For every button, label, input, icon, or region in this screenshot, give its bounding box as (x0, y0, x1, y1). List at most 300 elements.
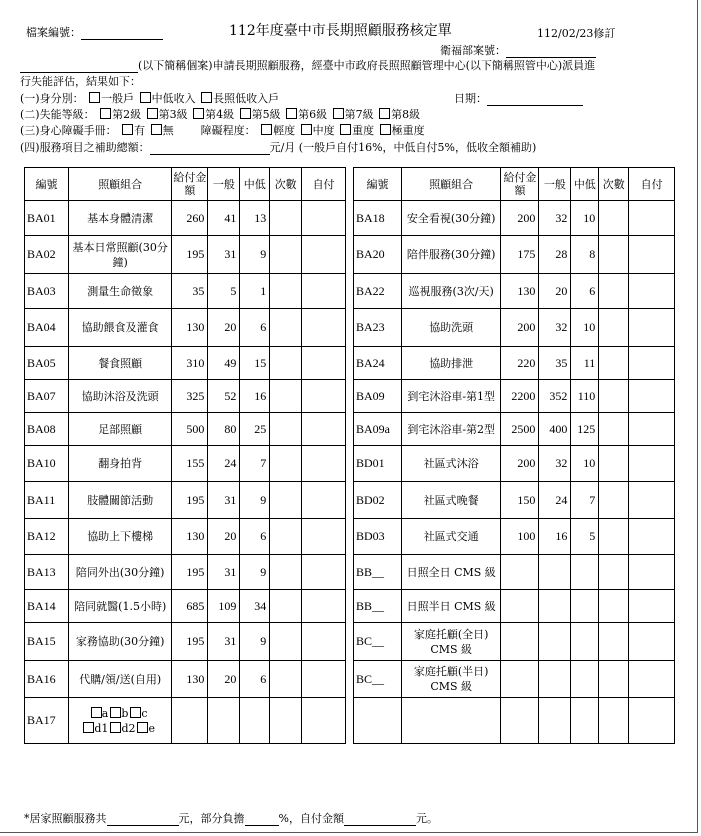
handbook-no-label: 無 (162, 124, 174, 137)
midlow-copay (571, 698, 599, 744)
disability-row (20, 106, 420, 122)
right-service-table (353, 167, 675, 744)
date-blank[interactable] (487, 94, 583, 106)
count-cell[interactable] (270, 236, 302, 274)
table-row (354, 446, 675, 482)
service-code: BA15 (25, 623, 69, 661)
pay-amount: 195 (172, 482, 208, 519)
subsidy-blank[interactable] (150, 143, 270, 155)
general-copay: 28 (539, 236, 571, 274)
pay-amount (501, 623, 539, 661)
col-selfpay-header: 自付 (629, 168, 675, 201)
selfpay-cell[interactable] (629, 519, 675, 555)
count-cell[interactable] (599, 623, 629, 661)
pay-amount: 500 (172, 413, 208, 446)
general-copay: 35 (539, 347, 571, 380)
service-name: 家務協助(30分鐘) (68, 623, 172, 661)
general-copay: 31 (208, 623, 240, 661)
table-row (354, 519, 675, 555)
service-code: BA24 (354, 347, 402, 380)
service-code: BA02 (25, 236, 69, 274)
service-name: 陪同就醫(1.5小時) (68, 590, 172, 623)
general-copay (539, 590, 571, 623)
pay-amount: 130 (501, 274, 539, 309)
service-name: 協助餵食及灌食 (68, 309, 172, 347)
selfpay-cell[interactable] (629, 413, 675, 446)
general-copay: 31 (208, 236, 240, 274)
ba17-option-label: b (121, 706, 129, 720)
count-cell[interactable] (270, 201, 302, 236)
table-row (25, 590, 346, 623)
pay-amount: 200 (501, 309, 539, 347)
midlow-copay: 13 (240, 201, 270, 236)
service-name: 安全看視(30分鐘) (401, 201, 501, 236)
table-row (25, 274, 346, 309)
midlow-copay: 6 (240, 661, 270, 698)
level6-label: 第6級 (298, 108, 328, 121)
selfpay-cell[interactable] (302, 623, 346, 661)
selfpay-cell[interactable] (629, 623, 675, 661)
service-code: BA01 (25, 201, 69, 236)
count-cell[interactable] (599, 380, 629, 413)
selfpay-cell[interactable] (629, 446, 675, 482)
service-code: BD02 (354, 482, 402, 519)
count-cell[interactable] (270, 347, 302, 380)
service-name: 家庭托顧(全日) CMS 級 (401, 623, 501, 661)
general-copay: 80 (208, 413, 240, 446)
count-cell[interactable] (270, 555, 302, 590)
count-cell[interactable] (599, 347, 629, 380)
service-code (354, 698, 402, 744)
count-cell[interactable] (270, 661, 302, 698)
pay-amount: 175 (501, 236, 539, 274)
general-copay: 32 (539, 201, 571, 236)
footer-text-3: %，自付金額 (278, 812, 344, 825)
count-cell[interactable] (599, 555, 629, 590)
client-name-blank[interactable] (20, 61, 138, 73)
service-code: BA03 (25, 274, 69, 309)
selfpay-cell[interactable] (302, 201, 346, 236)
file-number-field (26, 24, 163, 40)
selfpay-cell[interactable] (629, 274, 675, 309)
selfpay-cell[interactable] (629, 482, 675, 519)
general-copay: 20 (208, 661, 240, 698)
identity-general-checkbox[interactable] (89, 92, 100, 103)
midlow-copay: 8 (571, 236, 599, 274)
midlow-copay: 9 (240, 482, 270, 519)
midlow-copay: 6 (240, 309, 270, 347)
home-care-total-blank[interactable] (107, 814, 179, 826)
count-cell[interactable] (599, 274, 629, 309)
mohw-case-label: 衛福部案號： (440, 44, 506, 57)
service-code: BA14 (25, 590, 69, 623)
service-name: 足部照顧 (68, 413, 172, 446)
service-code: BA05 (25, 347, 69, 380)
count-cell[interactable] (599, 201, 629, 236)
level2-label: 第2級 (112, 108, 142, 121)
file-number-blank[interactable] (81, 28, 163, 40)
table-row (354, 413, 675, 446)
selfpay-cell[interactable] (629, 661, 675, 698)
date-label: 日期： (454, 92, 487, 105)
copay-percent-blank[interactable] (245, 814, 279, 826)
midlow-copay: 15 (240, 347, 270, 380)
ba17-option-checkbox[interactable] (137, 722, 148, 733)
general-copay: 31 (208, 482, 240, 519)
selfpay-cell[interactable] (629, 236, 675, 274)
count-cell[interactable] (599, 309, 629, 347)
level5-checkbox[interactable] (240, 108, 251, 119)
identity-row (20, 90, 279, 106)
subsidy-row (20, 139, 536, 155)
pay-amount: 195 (172, 623, 208, 661)
level2-checkbox[interactable] (100, 108, 111, 119)
table-row (354, 380, 675, 413)
service-name: 翻身拍背 (68, 446, 172, 482)
mohw-case-field (440, 42, 596, 58)
count-cell[interactable] (270, 446, 302, 482)
service-code: BA12 (25, 519, 69, 555)
disability-label: (二)失能等級： (20, 108, 95, 121)
handbook-yes-label: 有 (134, 124, 146, 137)
count-cell[interactable] (599, 590, 629, 623)
level5-label: 第5級 (251, 108, 281, 121)
count-cell[interactable] (270, 482, 302, 519)
count-cell[interactable] (599, 446, 629, 482)
midlow-copay: 10 (571, 201, 599, 236)
intro-line-2: 行失能評估，結果如下： (20, 75, 141, 88)
date-field (454, 90, 583, 106)
col-code-header: 編號 (25, 168, 69, 201)
level6-checkbox[interactable] (286, 108, 297, 119)
selfpay-amount-blank[interactable] (344, 814, 416, 826)
severity-mild-checkbox[interactable] (261, 124, 272, 135)
service-name: 測量生命徵象 (68, 274, 172, 309)
table-row (25, 446, 346, 482)
severity-severe-checkbox[interactable] (340, 124, 351, 135)
pay-amount: 130 (172, 661, 208, 698)
selfpay-cell[interactable] (302, 380, 346, 413)
ba17-option-checkbox[interactable] (110, 707, 121, 718)
selfpay-cell[interactable] (302, 519, 346, 555)
service-name: 社區式交通 (401, 519, 501, 555)
midlow-copay: 1 (240, 274, 270, 309)
service-name: 日照全日 CMS 級 (401, 555, 501, 590)
revision-date: 112/02/23修訂 (537, 27, 616, 40)
pay-amount: 130 (172, 519, 208, 555)
severity-mild-label: 輕度 (273, 124, 296, 137)
level3-label: 第3級 (158, 108, 188, 121)
pay-amount: 200 (501, 446, 539, 482)
general-copay: 52 (208, 380, 240, 413)
service-code: BA09 (354, 380, 402, 413)
file-number-label: 檔案編號： (26, 26, 81, 39)
general-copay: 41 (208, 201, 240, 236)
table-row (25, 623, 346, 661)
midlow-copay: 9 (240, 555, 270, 590)
midlow-copay: 7 (240, 446, 270, 482)
midlow-copay: 6 (571, 274, 599, 309)
general-copay: 24 (539, 482, 571, 519)
handbook-no-checkbox[interactable] (151, 124, 162, 135)
service-code: BA07 (25, 380, 69, 413)
table-row (354, 555, 675, 590)
general-copay (539, 661, 571, 698)
pay-amount (501, 661, 539, 698)
service-name: 基本身體清潔 (68, 201, 172, 236)
handbook-yes-checkbox[interactable] (122, 124, 133, 135)
page-title: 112年度臺中市長期照顧服務核定單 (229, 23, 452, 39)
level4-label: 第4級 (205, 108, 235, 121)
count-cell[interactable] (599, 413, 629, 446)
pay-amount: 2500 (501, 413, 539, 446)
service-code: BA23 (354, 309, 402, 347)
right-header-row (354, 168, 675, 201)
identity-label: (一)身分別： (20, 92, 84, 105)
pay-amount: 200 (501, 201, 539, 236)
col-midlow-header: 中低 (240, 168, 270, 201)
footer-text-4: 元。 (415, 812, 438, 825)
ba17-option-label: d1 (94, 721, 109, 735)
general-copay (539, 698, 571, 744)
selfpay-cell[interactable] (302, 274, 346, 309)
left-service-table (24, 167, 346, 744)
table-row (354, 347, 675, 380)
selfpay-cell[interactable] (302, 698, 346, 744)
pay-amount: 685 (172, 590, 208, 623)
general-copay (539, 623, 571, 661)
service-name (401, 698, 501, 744)
general-copay: 31 (208, 555, 240, 590)
count-cell[interactable] (270, 380, 302, 413)
selfpay-cell[interactable] (629, 590, 675, 623)
table-row (25, 347, 346, 380)
col-combo-header: 照顧組合 (68, 168, 172, 201)
midlow-copay: 10 (571, 309, 599, 347)
midlow-copay: 5 (571, 519, 599, 555)
midlow-copay (240, 698, 270, 744)
severity-extreme-label: 極重度 (391, 124, 425, 137)
table-row (354, 661, 675, 698)
ba17-option-checkbox[interactable] (83, 722, 94, 733)
level3-checkbox[interactable] (147, 108, 158, 119)
level8-checkbox[interactable] (379, 108, 390, 119)
midlow-copay (571, 555, 599, 590)
general-copay: 32 (539, 446, 571, 482)
service-code: BD03 (354, 519, 402, 555)
footer-text-1: *居家照顧服務共 (24, 812, 107, 825)
pay-amount (501, 555, 539, 590)
general-copay (539, 555, 571, 590)
intro-text-1: (以下簡稱個案)申請長期照顧服務，經臺中市政府長照照顧管理中心(以下簡稱照管中心)派員進 (138, 59, 596, 72)
service-code: BD01 (354, 446, 402, 482)
service-name: 代購/領/送(自用) (68, 661, 172, 698)
subsidy-unit: 元/月 (一般戶自付16%，中低自付5%，低收全額補助) (269, 141, 537, 154)
general-copay: 5 (208, 274, 240, 309)
service-code: BA11 (25, 482, 69, 519)
selfpay-cell[interactable] (302, 347, 346, 380)
service-name: 肢體關節活動 (68, 482, 172, 519)
col-count-header: 次數 (270, 168, 302, 201)
selfpay-cell[interactable] (302, 446, 346, 482)
ba17-option-label: a (101, 706, 109, 720)
table-row (25, 309, 346, 347)
selfpay-cell[interactable] (302, 590, 346, 623)
ba17-option-label: d2 (121, 721, 136, 735)
footer-text-2: 元，部分負擔 (178, 812, 245, 825)
pay-amount: 2200 (501, 380, 539, 413)
ba17-option-checkbox[interactable] (110, 722, 121, 733)
service-name: 協助沐浴及洗頭 (68, 380, 172, 413)
severity-severe-label: 重度 (352, 124, 375, 137)
col-pay-header: 給付金額 (172, 168, 208, 201)
service-code: BA16 (25, 661, 69, 698)
table-row (25, 236, 346, 274)
service-code: BA13 (25, 555, 69, 590)
general-copay: 24 (208, 446, 240, 482)
severity-moderate-checkbox[interactable] (301, 124, 312, 135)
midlow-copay: 11 (571, 347, 599, 380)
col-code-header: 編號 (354, 168, 402, 201)
footer-summary (24, 810, 438, 826)
general-copay: 109 (208, 590, 240, 623)
midlow-copay: 9 (240, 623, 270, 661)
col-selfpay-header: 自付 (302, 168, 346, 201)
service-code: BC__ (354, 661, 402, 698)
identity-midlow-label: 中低收入 (151, 92, 196, 105)
count-cell[interactable] (270, 413, 302, 446)
col-combo-header: 照顧組合 (401, 168, 501, 201)
count-cell[interactable] (599, 482, 629, 519)
service-name: 家庭托顧(半日) CMS 級 (401, 661, 501, 698)
table-row (25, 519, 346, 555)
table-row (354, 698, 675, 744)
service-name: 協助排泄 (401, 347, 501, 380)
midlow-copay: 9 (240, 236, 270, 274)
midlow-copay: 25 (240, 413, 270, 446)
ba17-option-checkbox[interactable] (91, 707, 102, 718)
table-row (354, 274, 675, 309)
service-code: BC__ (354, 623, 402, 661)
midlow-copay (571, 623, 599, 661)
general-copay: 20 (208, 519, 240, 555)
pay-amount: 100 (501, 519, 539, 555)
midlow-copay: 10 (571, 446, 599, 482)
general-copay: 16 (539, 519, 571, 555)
level4-checkbox[interactable] (193, 108, 204, 119)
ba17-options (68, 698, 172, 744)
table-row (354, 590, 675, 623)
general-copay: 49 (208, 347, 240, 380)
table-row (25, 380, 346, 413)
selfpay-cell[interactable] (629, 347, 675, 380)
selfpay-cell[interactable] (629, 380, 675, 413)
selfpay-cell[interactable] (302, 413, 346, 446)
ba17-option-checkbox[interactable] (130, 707, 141, 718)
severity-extreme-checkbox[interactable] (380, 124, 391, 135)
count-cell[interactable] (270, 309, 302, 347)
selfpay-cell[interactable] (629, 698, 675, 744)
col-pay-header: 給付金額 (501, 168, 539, 201)
ba17-option-label: c (141, 706, 148, 720)
table-row (354, 623, 675, 661)
selfpay-cell[interactable] (302, 482, 346, 519)
pay-amount (501, 590, 539, 623)
pay-amount: 260 (172, 201, 208, 236)
count-cell[interactable] (270, 274, 302, 309)
midlow-copay: 6 (240, 519, 270, 555)
pay-amount (501, 698, 539, 744)
general-copay: 352 (539, 380, 571, 413)
selfpay-cell[interactable] (302, 236, 346, 274)
count-cell[interactable] (599, 661, 629, 698)
count-cell[interactable] (270, 623, 302, 661)
service-code: BA04 (25, 309, 69, 347)
count-cell[interactable] (599, 698, 629, 744)
subsidy-label: (四)服務項目之補助總額： (20, 141, 150, 154)
service-name: 社區式晚餐 (401, 482, 501, 519)
identity-general-label: 一般戶 (101, 92, 135, 105)
service-name: 社區式沐浴 (401, 446, 501, 482)
severity-moderate-label: 中度 (312, 124, 335, 137)
general-copay (208, 698, 240, 744)
service-name: 協助洗頭 (401, 309, 501, 347)
count-cell[interactable] (270, 698, 302, 744)
service-code: BA09a (354, 413, 402, 446)
table-row (354, 309, 675, 347)
level8-label: 第8級 (391, 108, 421, 121)
pay-amount: 155 (172, 446, 208, 482)
level7-checkbox[interactable] (333, 108, 344, 119)
col-midlow-header: 中低 (571, 168, 599, 201)
service-code: BA17 (25, 698, 69, 744)
selfpay-cell[interactable] (302, 661, 346, 698)
table-row (354, 482, 675, 519)
identity-midlow-checkbox[interactable] (140, 92, 151, 103)
selfpay-cell[interactable] (629, 309, 675, 347)
col-general-header: 一般 (208, 168, 240, 201)
general-copay: 400 (539, 413, 571, 446)
service-code: BB__ (354, 590, 402, 623)
severity-label: 障礙程度： (200, 124, 256, 137)
selfpay-cell[interactable] (629, 201, 675, 236)
count-cell[interactable] (599, 236, 629, 274)
service-name: 基本日常照顧(30分鐘) (68, 236, 172, 274)
pay-amount: 130 (172, 309, 208, 347)
table-row (25, 698, 346, 744)
table-row (25, 413, 346, 446)
midlow-copay: 110 (571, 380, 599, 413)
count-cell[interactable] (270, 519, 302, 555)
intro-line-1 (20, 57, 595, 73)
identity-lowincome-checkbox[interactable] (201, 92, 212, 103)
count-cell[interactable] (599, 519, 629, 555)
midlow-copay (571, 661, 599, 698)
service-name: 日照半日 CMS 級 (401, 590, 501, 623)
table-row (354, 201, 675, 236)
left-header-row (25, 168, 346, 201)
selfpay-cell[interactable] (302, 555, 346, 590)
general-copay: 32 (539, 309, 571, 347)
selfpay-cell[interactable] (629, 555, 675, 590)
pay-amount: 35 (172, 274, 208, 309)
table-row (25, 555, 346, 590)
count-cell[interactable] (270, 590, 302, 623)
ba17-option-label: e (148, 721, 155, 735)
service-code: BA10 (25, 446, 69, 482)
table-row (25, 201, 346, 236)
selfpay-cell[interactable] (302, 309, 346, 347)
